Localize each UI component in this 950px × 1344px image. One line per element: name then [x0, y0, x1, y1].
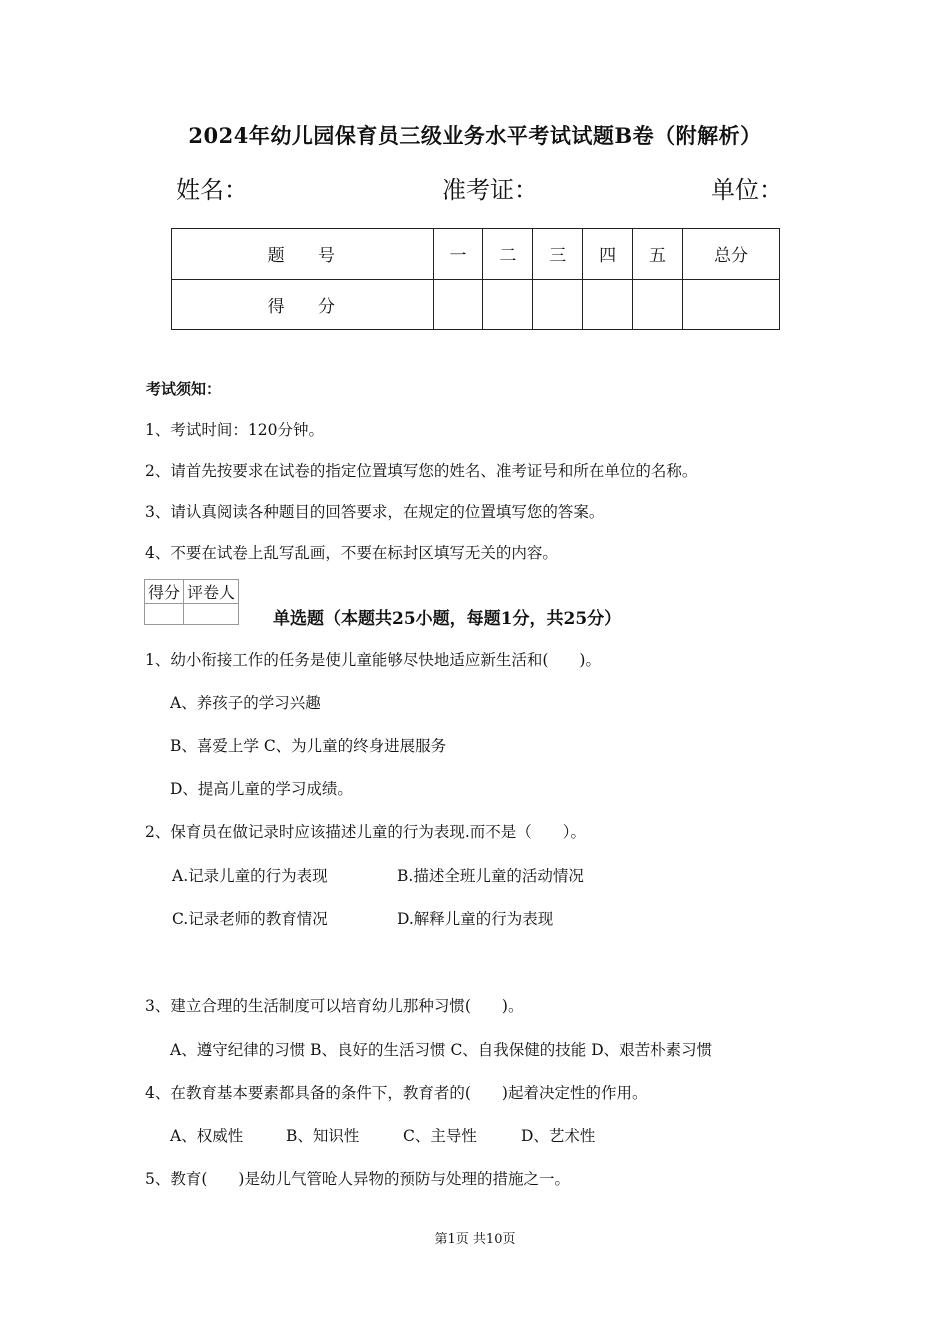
exam-id-label: 准考证：	[442, 176, 538, 204]
column-header: 四	[583, 229, 633, 280]
question-1-option: D、提高儿童的学习成绩。	[170, 780, 353, 798]
question-4-option-d: D、艺术性	[521, 1127, 596, 1145]
score-cell[interactable]	[483, 279, 533, 330]
score-table	[171, 228, 780, 330]
question-2-option-a: A.记录儿童的行为表现	[172, 867, 328, 885]
grader-name-label: 评卷人	[184, 580, 239, 604]
section-title: 单选题（本题共25小题，每题1分，共25分）	[273, 609, 622, 629]
question-4-stem: 4、在教育基本要素都具备的条件下，教育者的( )起着决定性的作用。	[145, 1084, 648, 1102]
question-1-option: A、养孩子的学习兴趣	[170, 694, 321, 712]
note-item: 4、不要在试卷上乱写乱画，不要在标封区填写无关的内容。	[145, 544, 558, 562]
question-2-option-d: D.解释儿童的行为表现	[397, 910, 554, 928]
column-header: 一	[433, 229, 483, 280]
column-header: 五	[633, 229, 683, 280]
score-table-header-row	[172, 229, 780, 280]
note-item: 3、请认真阅读各种题目的回答要求，在规定的位置填写您的答案。	[145, 503, 605, 521]
question-4-option-c: C、主导性	[403, 1127, 477, 1145]
note-item: 1、考试时间：120分钟。	[145, 421, 324, 439]
question-1-option: B、喜爱上学 C、为儿童的终身进展服务	[170, 737, 447, 755]
grader-score-label: 得分	[145, 580, 184, 604]
question-4-option-a: A、权威性	[170, 1127, 244, 1145]
page-footer: 第1页 共10页	[434, 1232, 516, 1247]
score-cell[interactable]	[533, 279, 583, 330]
score-table-score-row	[172, 279, 780, 330]
column-header: 三	[533, 229, 583, 280]
question-number-header: 题 号	[172, 229, 434, 280]
grader-name-cell[interactable]	[184, 604, 239, 625]
question-4-option-b: B、知识性	[286, 1127, 360, 1145]
question-2-stem: 2、保育员在做记录时应该描述儿童的行为表现.而不是（ ）。	[145, 823, 587, 841]
score-cell[interactable]	[682, 279, 779, 330]
question-1-stem: 1、幼小衔接工作的任务是使儿童能够尽快地适应新生活和( )。	[145, 651, 601, 669]
question-2-option-c: C.记录老师的教育情况	[172, 910, 328, 928]
exam-title: 2024年幼儿园保育员三级业务水平考试试题B卷（附解析）	[188, 123, 762, 148]
score-cell[interactable]	[633, 279, 683, 330]
grader-box	[144, 579, 239, 625]
column-header: 二	[483, 229, 533, 280]
score-cell[interactable]	[433, 279, 483, 330]
notes-title: 考试须知：	[146, 380, 222, 398]
question-3-stem: 3、建立合理的生活制度可以培育幼儿那种习惯( )。	[145, 997, 524, 1015]
column-header: 总分	[682, 229, 779, 280]
grader-score-cell[interactable]	[145, 604, 184, 625]
score-row-label: 得 分	[172, 279, 434, 330]
score-cell[interactable]	[583, 279, 633, 330]
name-label: 姓名：	[176, 176, 248, 204]
question-5-stem: 5、教育( )是幼儿气管呛人异物的预防与处理的措施之一。	[145, 1170, 570, 1188]
question-3-options: A、遵守纪律的习惯 B、良好的生活习惯 C、自我保健的技能 D、艰苦朴素习惯	[170, 1041, 713, 1059]
question-2-option-b: B.描述全班儿童的活动情况	[397, 867, 584, 885]
note-item: 2、请首先按要求在试卷的指定位置填写您的姓名、准考证号和所在单位的名称。	[145, 462, 698, 480]
unit-label: 单位：	[711, 176, 783, 204]
